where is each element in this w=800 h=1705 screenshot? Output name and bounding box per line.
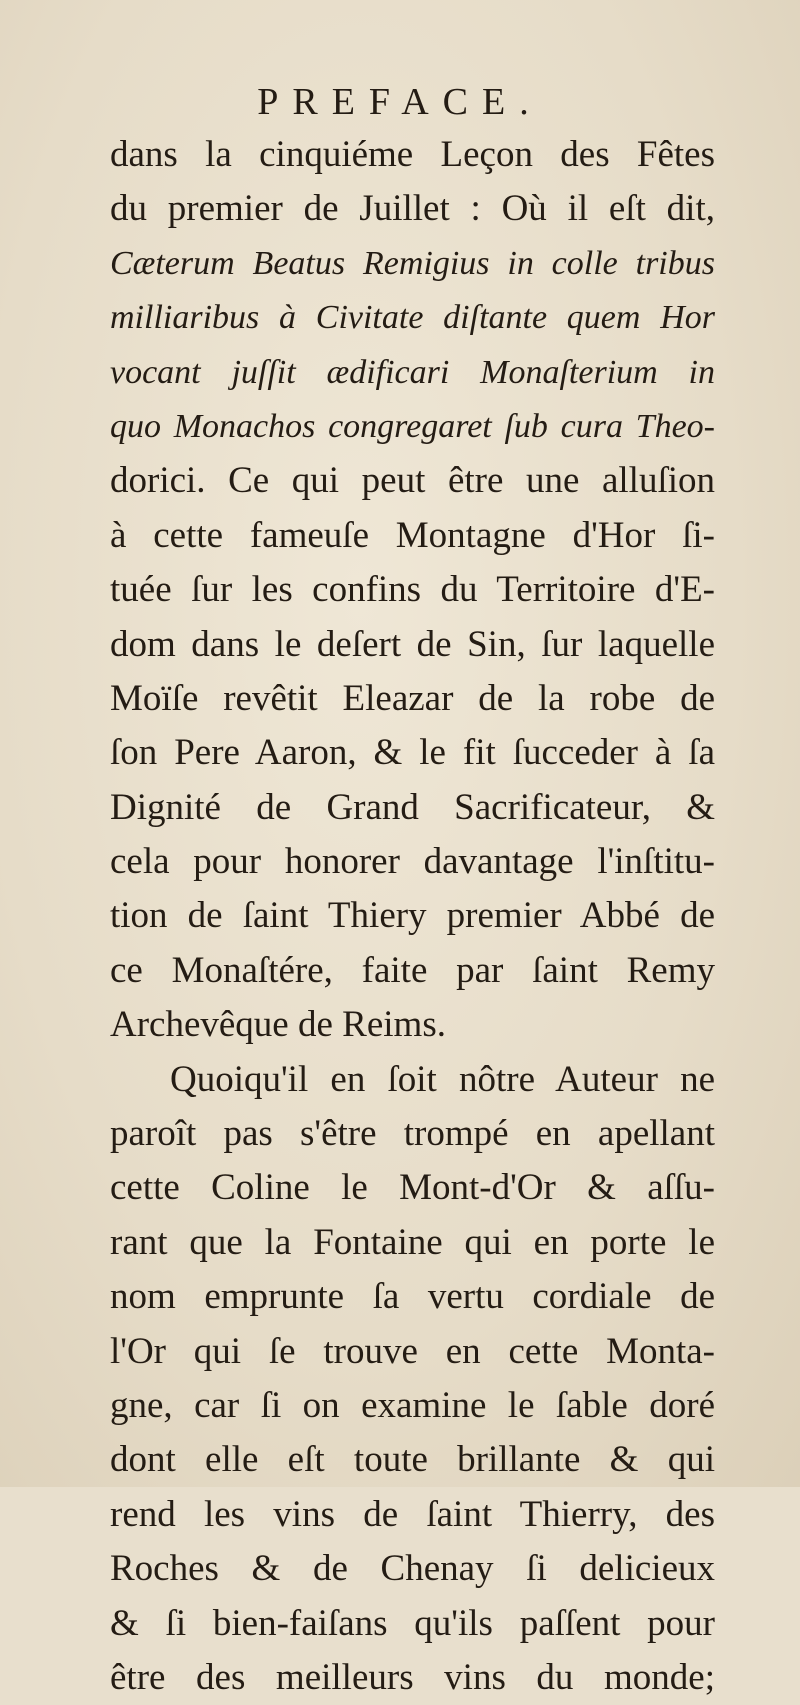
text-line: dont elle eſt toute brillante & qui bbox=[110, 1439, 715, 1481]
text-line-latin: Cæterum Beatus Remigius in colle tribus bbox=[110, 244, 715, 282]
text-line: Archevêque de Reims. bbox=[110, 1004, 446, 1046]
text-line: du premier de Juillet : Où il eſt dit, bbox=[110, 188, 715, 230]
text-line: tion de ſaint Thiery premier Abbé de bbox=[110, 895, 715, 937]
text-line: rend les vins de ſaint Thierry, des bbox=[110, 1493, 715, 1535]
text-line: à cette fameuſe Montagne d'Hor ſi- bbox=[110, 514, 715, 556]
text-line: ce Monaſtére, faite par ſaint Remy bbox=[110, 949, 715, 991]
text-line: dom dans le deſert de Sin, ſur laquelle bbox=[110, 623, 715, 665]
text-line: dans la cinquiéme Leçon des Fêtes bbox=[110, 134, 715, 175]
text-line: cette Coline le Mont-d'Or & aſſu- bbox=[110, 1167, 715, 1209]
text-line: être des meilleurs vins du monde; bbox=[110, 1656, 715, 1698]
text-line: Roches & de Chenay ſi delicieux bbox=[110, 1548, 715, 1590]
text-line: gne, car ſi on examine le ſable doré bbox=[110, 1384, 715, 1426]
text-line-latin: vocant juſſit ædificari Monaſterium in bbox=[110, 353, 715, 391]
text-line: l'Or qui ſe trouve en cette Monta- bbox=[110, 1330, 715, 1372]
text-line: cela pour honorer davantage l'inſtitu- bbox=[110, 841, 715, 883]
text-line: & ſi bien-faiſans qu'ils paſſent pour bbox=[110, 1602, 715, 1644]
text-line: paroît pas s'être trompé en apellant bbox=[110, 1113, 715, 1155]
text-line-latin: milliaribus à Civitate diſtante quem Hor bbox=[110, 299, 715, 337]
text-line: Moïſe revêtit Eleazar de la robe de bbox=[110, 677, 715, 719]
text-line: rant que la Fontaine qui en porte le bbox=[110, 1221, 715, 1263]
text-line: ſon Pere Aaron, & le fit ſucceder à ſa bbox=[110, 732, 715, 774]
text-line: Dignité de Grand Sacrificateur, & bbox=[110, 786, 715, 828]
text-line: nom emprunte ſa vertu cordiale de bbox=[110, 1276, 715, 1318]
text-line-latin: quo Monachos congregaret ſub cura Theo- bbox=[110, 407, 715, 445]
text-line: dorici. Ce qui peut être une alluſion bbox=[110, 460, 715, 502]
text-line: tuée ſur les confins du Territoire d'E- bbox=[110, 569, 715, 611]
body-text bbox=[110, 128, 715, 1705]
page-header: PREFACE. bbox=[257, 81, 543, 123]
text-line-paragraph-start: Quoiqu'il en ſoit nôtre Auteur ne bbox=[170, 1058, 715, 1100]
